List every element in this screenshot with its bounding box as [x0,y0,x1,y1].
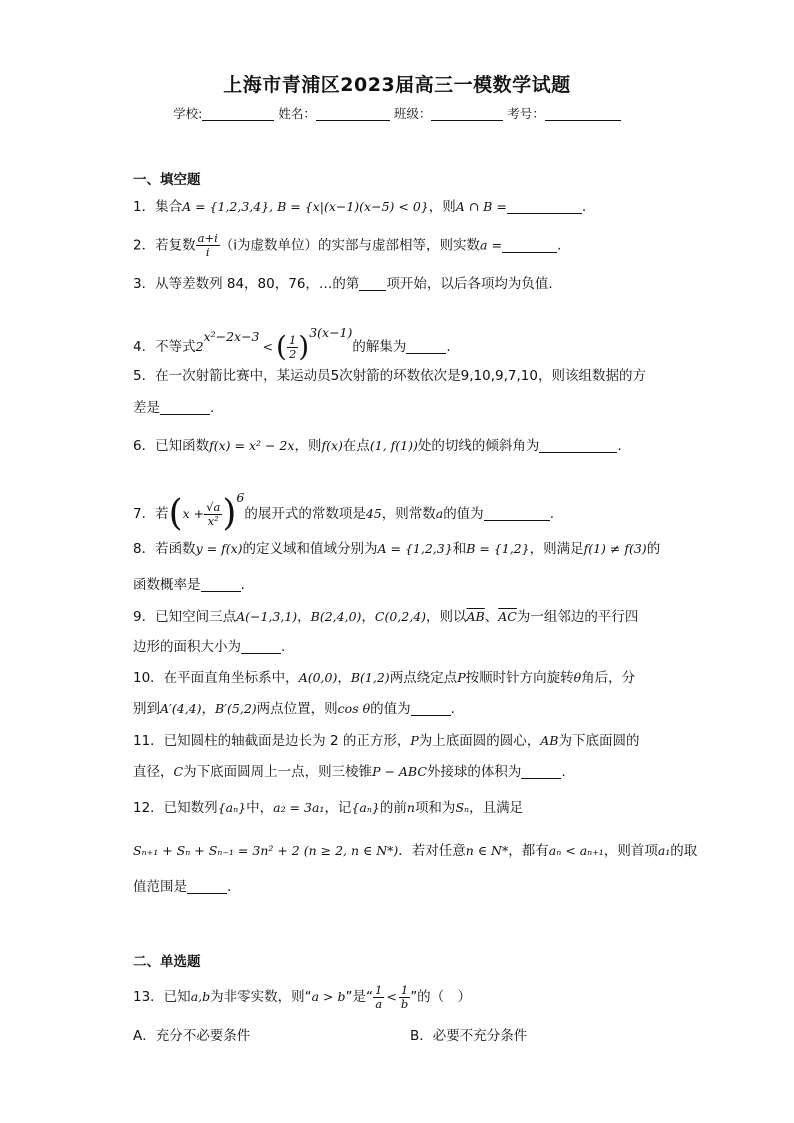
q1-text: 1．集合 [133,199,183,215]
q9-text-end: 为一组邻边的平行四 [516,609,639,625]
q8-text-mid: 的定义域和值域分别为 [242,541,378,557]
q5-line2: 差是 [133,400,160,416]
q9-dot: . [281,639,286,655]
q4-exp: x²−2x−3 [203,329,260,344]
question-1 [133,197,663,217]
q10-theta: θ [573,670,582,685]
q4-paren-left: ( [276,330,287,363]
q12-n: n [406,800,415,815]
question-9: 9．已知空间三点A(−1,3,1)，B(2,4,0)，C(0,2,4)，则以$\overline{AB}$、$\overline{AC}$为一组邻边的平行四 [133,609,639,625]
q8-dot: . [240,577,245,593]
q4-text: 4．不等式 [133,339,196,355]
q2-frac-num: a+i [197,231,218,245]
number-blank[interactable] [545,107,621,121]
q7-paren-left: ( [168,493,183,534]
q12-text-tail: ，且满足 [469,800,524,816]
question-10: 10．在平面直角坐标系中，A(0,0)，B(1,2)两点绕定点P按顺时针方向旋转θ角后，分 [133,670,636,686]
q10-text-end: 角后，分 [581,670,636,686]
question-13 [133,983,663,1011]
q12-line2-mid: ．若对任意 [398,843,466,859]
q13-text-mid: 为非零实数，则“ [210,989,312,1005]
q3-text: 3．从等差数列 84，80，76，…的第 [133,276,360,292]
class-label: 班级： [393,106,432,121]
q13-frac1-num: 1 [375,982,383,997]
q8-text-end: ，则满足 [529,541,584,557]
option-a[interactable]: A．充分不必要条件 [133,1028,251,1044]
number-label: 考号： [507,106,545,121]
q9-vector-ab: $\overline{AB}$ [466,609,485,624]
q7-fraction [204,501,222,528]
q13-frac2-den: b [400,996,409,1011]
q7-answer-blank[interactable] [484,506,550,521]
question-12-line3 [133,877,663,897]
q10-dot: . [450,701,455,717]
q10-line2-mid: 两点位置，则 [256,701,338,717]
q10-point-a: A(0,0) [298,670,338,685]
q9-answer-blank[interactable] [241,639,281,654]
q6-text: 6．已知函数 [133,438,210,454]
q12-relation: a₂ = 3a₁ [273,800,325,815]
q11-line2-text: 直径， [133,764,174,780]
q4-base: 2 [195,339,204,354]
q2-answer-blank[interactable] [502,238,557,253]
q5-end: . [210,400,215,416]
q12-line2-tail: 的取 [670,843,698,859]
q6-text-end: 处的切线的倾斜角为 [417,438,540,454]
question-11-line2 [133,762,663,782]
q10-text-mid2: 按顺时针方向旋转 [465,670,574,686]
q13-fraction-2 [399,984,410,1011]
q9-line2: 边形的面积大小为 [133,639,241,655]
q3-end: 项开始，以后各项均为负值. [386,276,553,292]
q13-text: 13．已知 [133,989,191,1005]
question-4 [133,316,663,363]
section-single-choice: 二、单选题 [133,954,201,970]
q6-text-mid2: 在点 [342,438,370,454]
q8-text: 8．若函数 [133,541,196,557]
q9-point-c: C(0,2,4) [374,609,427,624]
q12-dot: . [227,879,232,895]
question-12 [133,798,663,818]
q1-math: A = {1,2,3,4}, B = {x|(x−1)(x−5) < 0} [182,199,429,214]
q10-text-mid: 两点绕定点 [389,670,458,686]
q7-value: 45 [365,506,382,521]
q11-ab: AB [540,733,559,748]
q9-text: 9．已知空间三点 [133,609,237,625]
q1-text-mid: ，则 [428,199,456,215]
q10-point-a2: A′(4,4) [160,701,202,716]
q12-a1: a₁ [657,843,671,858]
q7-text: 7．若 [133,506,169,522]
question-10-line2: 别到A′(4,4)，B′(5,2)两点位置，则cos θ的值为 . [133,701,455,717]
page-title: 上海市青浦区2023届高三一模数学试题 [223,74,571,96]
q12-text: 12．已知数列 [133,800,218,816]
q8-text-tail: 的 [646,541,661,557]
q1-end: . [581,199,587,215]
q13-math: a,b [190,989,211,1004]
q10-line2-text: 别到 [133,701,160,717]
q6-text-mid: ，则 [294,438,322,454]
q8-line2: 函数概率是 [133,577,201,593]
q9-text-mid: ，则以 [426,609,467,625]
question-9-line2 [133,637,663,657]
q13-text-mid2: ”是“ [345,989,373,1005]
question-5 [133,366,663,386]
q2-text-mid: （i为虚数单位）的实部与虚部相等，则实数 [219,237,481,254]
q13-frac1-den: a [375,996,383,1011]
q12-line2-math3: aₙ < aₙ₊₁ [548,843,604,858]
q9-point-a: A(−1,3,1) [236,609,298,624]
q11-line2-mid: 为下底面圆周上一点，则三棱锥 [183,764,373,780]
q12-line2-mid2: ，都有 [508,843,549,859]
q7-exp: 6 [236,490,245,505]
question-7 [133,478,663,534]
q11-text-mid: 为上底面圆的圆心， [418,733,541,749]
q8-math4: f(1) ≠ f(3) [583,541,647,556]
q4-answer-blank[interactable] [406,339,446,354]
q12-line2-math2: n ∈ N* [465,843,509,858]
q11-text: 11．已知圆柱的轴截面是边长为 2 的正方形， [133,733,411,749]
q7-math-x: x + [182,506,205,521]
q12-seq2: {aₙ} [351,800,380,815]
q12-answer-blank[interactable] [187,879,227,894]
q12-text-mid2: ，记 [324,800,352,816]
q11-point-p: P [410,733,419,748]
q11-text-end: 为下底面圆的 [558,733,640,749]
q7-frac-num: √a [206,499,221,514]
q6-math3: (1, f(1)) [369,438,418,453]
q4-frac-den: 2 [288,346,297,361]
q12-sn: Sₙ [455,800,470,815]
q6-dot: . [617,438,622,454]
q10-cos: cos θ [337,701,371,716]
q10-text: 10．在平面直角坐标系中， [133,670,299,686]
q12-text-mid3: 的前 [379,800,407,816]
q8-math2: A = {1,2,3} [377,541,453,556]
q13-math2: a > b [311,989,346,1004]
q1-math2: A ∩ B = [455,199,507,214]
q10-point-b2: B′(5,2) [215,701,257,716]
q5-line1: 5．在一次射箭比赛中，某运动员5次射箭的环数依次是9,10,9,7,10，则该组数据的方 [133,368,646,384]
q13-frac2-num: 1 [399,984,410,998]
question-12-line2 [133,841,698,861]
q11-point-c: C [173,764,184,779]
q7-dot: . [549,506,554,522]
q12-line2-end: ，则首项 [603,843,658,859]
q12-text-mid: 中， [246,800,274,816]
q8-math1: y = f(x) [195,541,243,556]
q12-text-end: 项和为 [414,800,456,816]
q4-lt: < [262,339,273,354]
student-info-line [0,104,794,122]
question-8 [133,539,663,559]
q1-answer-blank[interactable] [507,199,582,214]
q13-lt: < [386,989,397,1004]
q4-dot: . [446,339,451,355]
q11-line2-end: 外接球的体积为 [426,764,522,780]
q4-fraction [287,334,298,361]
q4-exp2: 3(x−1) [309,325,353,340]
q11-pyramid: P − ABC [372,764,427,779]
q2-fraction [196,232,220,259]
question-2 [133,232,663,259]
q7-text-mid: 的展开式的常数项是 [244,506,366,522]
q6-answer-blank[interactable] [539,438,617,453]
q2-end: . [556,237,562,254]
name-blank[interactable] [316,107,390,121]
q3-answer-blank[interactable] [359,276,386,291]
question-5-line2 [133,398,663,418]
q7-text-end: ，则常数 [381,506,436,522]
q12-line2-math: Sₙ₊₁ + Sₙ + Sₙ₋₁ = 3n² + 2 (n ≥ 2, n ∈ N*) [133,843,399,858]
q5-answer-blank[interactable] [160,400,210,415]
q10-point-p: P [457,670,466,685]
school-blank[interactable] [202,107,274,121]
q6-math: f(x) = x² − 2x [209,438,295,453]
q7-math-a: a [435,506,444,521]
q7-frac-den: x² [207,513,219,528]
q11-dot: . [561,764,566,780]
q12-line3: 值范围是 [133,879,187,895]
q10-line2-end: 的值为 [370,701,411,717]
q8-text-and: 和 [452,541,467,557]
question-3 [133,274,663,294]
q11-answer-blank[interactable] [521,764,561,779]
question-8-line2 [133,575,663,595]
option-b[interactable]: B．必要不充分条件 [410,1028,528,1044]
q9-point-b: B(2,4,0) [310,609,362,624]
q2-math: a = [480,237,502,253]
q6-math2: f(x) [321,438,343,453]
name-label: 姓名： [278,106,316,121]
q7-paren-right: ) [222,493,237,534]
q4-paren-right: ) [298,330,310,363]
q7-text-end2: 的值为 [443,506,484,522]
q10-point-b: B(1,2) [350,670,390,685]
q12-seq: {aₙ} [217,800,247,815]
q13-fraction-1 [373,984,384,1011]
q10-answer-blank[interactable] [411,701,451,716]
q2-text: 2．若复数 [133,237,196,254]
q9-vector-ac: $\overline{AC}$ [498,609,517,624]
section-fill-in: 一、填空题 [133,172,201,188]
q8-math3: B = {1,2} [466,541,530,556]
q2-frac-den: i [205,245,210,259]
question-6 [133,436,663,456]
q8-answer-blank[interactable] [201,577,241,592]
school-label: 学校: [173,106,203,121]
q4-frac-num: 1 [288,332,297,347]
q13-text-end: ”的（ ） [410,989,472,1005]
question-11 [133,731,663,751]
q4-end: 的解集为 [352,339,407,355]
class-blank[interactable] [431,107,503,121]
